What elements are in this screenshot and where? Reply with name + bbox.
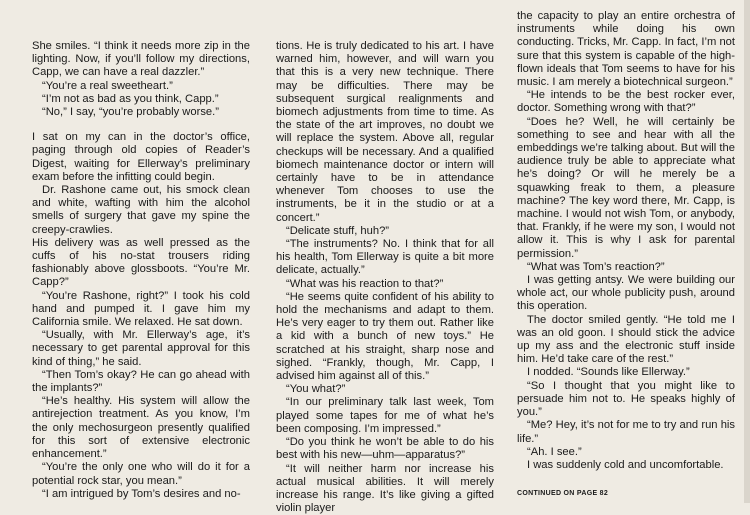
text-column-1 [32,40,250,503]
paragraph: “I’m not as bad as you think, Capp.” [32,93,250,106]
paragraph: I sat on my can in the doctor’s office, paging through old copies of Reader’s Digest, waiting for Ellerway’s preliminary exam before the infitting could begin. [32,131,250,184]
paragraph: tions. He is truly dedicated to his art. I have warned him, however, and will warn you that this is a very new technique. There may be difficulties. There may be subsequent surgical realignments and biomech adjustments from time to time. As the state of the art improves, no doubt we will replace the system. Above all, regular checkups will be necessary. And a qualified biomech maintenance doctor or intern will certainly have to be in attendance whenever Tom chooses to use the instruments, be it in the studio or at a concert.” [276,40,494,225]
paragraph: She smiles. “I think it needs more zip in the lighting. Now, if you’ll follow my directions, Capp, we can have a real dazzler.” [32,40,250,80]
paragraph: “He’s healthy. His system will allow the antirejection treatment. As you know, I’m the only mechosurgeon presently qualified for this sort of extensive electronic enhancement.” [32,395,250,461]
paragraph: “Ah. I see.” [517,446,735,459]
paragraph: “You’re a real sweetheart.” [32,80,250,93]
paragraph: “Usually, with Mr. Ellerway’s age, it’s necessary to get parental approval for this kind of thing,” he said. [32,329,250,369]
paragraph: “What was Tom’s reaction?” [517,261,735,274]
paragraph: “Delicate stuff, huh?” [276,225,494,238]
paragraph: I was suddenly cold and uncomfortable. [517,459,735,472]
paragraph: “You’re the only one who will do it for a potential rock star, you mean.” [32,461,250,487]
paragraph: “So I thought that you might like to persuade him not to. He speaks highly of you.” [517,380,735,420]
text-column-3 [517,10,735,473]
paragraph: “He seems quite confident of his ability to hold the mechanisms and adapt to them. He’s very eager to try them out. Rather like a kid with a bunch of new toys.” He scratched at his straight, sharp nose and sighed. “Frankly, though, Mr. Capp, I advised him against all of this.” [276,291,494,383]
paragraph: “No,” I say, “you’re probably worse.” [32,106,250,119]
paragraph: I was getting antsy. We were building our whole act, our whole publicity push, around this operation. [517,274,735,314]
paragraph: “You what?” [276,383,494,396]
paragraph: “In our preliminary talk last week, Tom played some tapes for me of what he’s been composing. I’m impressed.” [276,396,494,436]
paragraph: “Does he? Well, he will certainly be something to see and hear with all the embeddings we’re talking about. But will the audience truly be able to appreciate what he’s doing? Or will he merely be a squawking freak to them, a pleasure machine? The key word there, Mr. Capp, is machine. I would not wish Tom, or anybody, that. Frankly, if he were my son, I would not allow it. This is why I ask for parental permission.” [517,116,735,261]
page-edge [744,0,750,503]
paragraph: “Me? Hey, it’s not for me to try and run his life.” [517,419,735,445]
text-column-2 [276,40,494,503]
paragraph: “It will neither harm nor increase his actual musical abilities. It will merely increase his range. It’s like giving a gifted violin player [276,463,494,515]
paragraph: “He intends to be the best rocker ever, doctor. Something wrong with that?” [517,89,735,115]
paragraph: “Then Tom’s okay? He can go ahead with the implants?” [32,369,250,395]
paragraph: “I am intrigued by Tom’s desires and no- [32,488,250,501]
paragraph: “You’re Rashone, right?” I took his cold hand and pumped it. I gave him my California smile. We relaxed. He sat down. [32,290,250,330]
paragraph: I nodded. “Sounds like Ellerway.” [517,366,735,379]
paragraph: The doctor smiled gently. “He told me I was an old goon. I should stick the advice up my ass and the electronic stuff inside him. He’d take care of the rest.” [517,314,735,367]
paragraph: His delivery was as well pressed as the cuffs of his no-stat trousers riding fashionably above glossboots. “You’re Mr. Capp?” [32,237,250,290]
paragraph: “The instruments? No. I think that for all his health, Tom Ellerway is quite a bit more delicate, actually.” [276,238,494,278]
paragraph: “What was his reaction to that?” [276,278,494,291]
paragraph: the capacity to play an entire orchestra of instruments while doing his own conducting. Tricks, Mr. Capp. In fact, I’m not sure that this system is capable of the high-flown ideals that Tom seems to have for his music. I am merely a biotechnical surgeon.” [517,10,735,89]
paragraph: Dr. Rashone came out, his smock clean and white, wafting with him the alcohol smells of surgery that gave my spine the creepy-crawlies. [32,184,250,237]
paragraph: “Do you think he won’t be able to do his best with his new—uhm—apparatus?” [276,436,494,462]
continued-on-notice: CONTINUED ON PAGE 82 [517,490,608,497]
